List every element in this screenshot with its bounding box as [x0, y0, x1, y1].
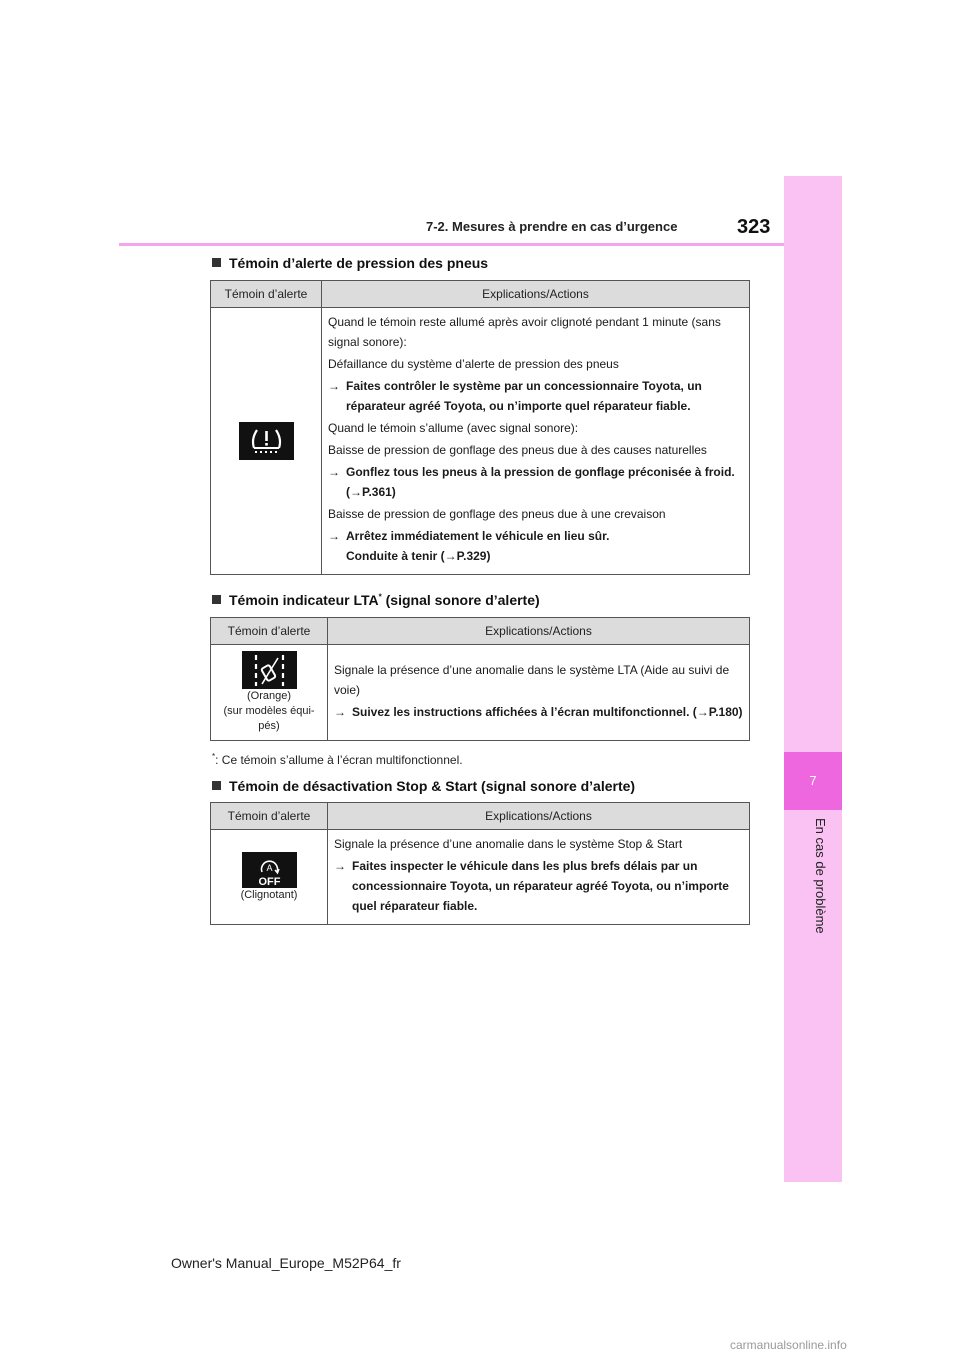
svg-text:OFF: OFF	[258, 875, 280, 888]
chapter-title: En cas de problème	[813, 818, 828, 934]
column-header-explanations: Explications/Actions	[328, 618, 750, 645]
chapter-tab-strip	[784, 176, 842, 1182]
section-heading-lta: Témoin indicateur LTA* (signal sonore d’alerte)	[212, 592, 540, 608]
chapter-number: 7	[809, 773, 817, 788]
table-row	[211, 308, 750, 575]
column-header-warning-light: Témoin d’alerte	[211, 281, 322, 308]
column-header-warning-light: Témoin d’alerte	[211, 618, 328, 645]
lane-departure-icon	[242, 651, 297, 689]
square-bullet-icon	[212, 781, 221, 790]
square-bullet-icon	[212, 258, 221, 267]
header-divider	[119, 243, 784, 246]
arrow-right-icon: →	[328, 529, 340, 543]
header-section-title: 7-2. Mesures à prendre en cas d’urgence	[426, 219, 678, 234]
section-heading-stop-start: Témoin de désactivation Stop & Start (signal sonore d’alerte)	[212, 778, 635, 794]
explanations-cell: Quand le témoin reste allumé après avoir clignoté pendant 1 minute (sans signal sonore): Défaillance du système d’alerte de pression des pneus → Faites contrôler le système par un concessionnaire Toyota, un réparateur agréé Toyota, ou n’importe quel réparateur fiable. Quand le témoin s’allume (avec signal sonore): Baisse de pression de gonflage des pneus due à des causes naturelles → Gonflez tous les pneus à la pression de gonflage préconisée à froid. (→P.361) Baisse de pression de gonflage des pneus due à une crevaison → Arrêtez immédiatement le véhicule en lieu sûr. Conduite à tenir (→P.329)	[322, 308, 750, 575]
arrow-right-icon: →	[328, 465, 340, 479]
watermark: carmanualsonline.info	[730, 1338, 847, 1352]
table-tpms	[210, 280, 750, 575]
column-header-explanations: Explications/Actions	[328, 803, 750, 830]
icon-cell: (Orange) (sur modèles équi-pés)	[211, 645, 328, 741]
explanations-cell: Signale la présence d’une anomalie dans le système Stop & Start → Faites inspecter le véhicule dans les plus brefs délais par un concessionnaire Toyota, un réparateur agréé Toyota, ou n’importe quel réparateur fiable.	[328, 830, 750, 925]
arrow-right-icon: →	[328, 379, 340, 393]
explanations-cell: Signale la présence d’une anomalie dans le système LTA (Aide au suivi de voie) → Suivez les instructions affichées à l’écran multifonctionnel. (→P.180)	[328, 645, 750, 741]
column-header-explanations: Explications/Actions	[322, 281, 750, 308]
svg-text:A: A	[265, 862, 273, 873]
table-stop-start	[210, 802, 750, 925]
arrow-right-icon: →	[334, 859, 346, 873]
table-row	[211, 830, 750, 925]
square-bullet-icon	[212, 595, 221, 604]
footnote: *: Ce témoin s’allume à l’écran multifonctionnel.	[212, 752, 463, 767]
icon-cell: A OFF (Clignotant)	[211, 830, 328, 925]
chapter-number-tab	[784, 752, 842, 810]
icon-cell	[211, 308, 322, 575]
table-lta	[210, 617, 750, 741]
section-heading-tpms: Témoin d’alerte de pression des pneus	[212, 255, 488, 271]
stop-start-off-icon	[242, 852, 297, 888]
tire-pressure-warning-icon	[239, 422, 294, 460]
table-row	[211, 645, 750, 741]
page-number: 323	[737, 216, 771, 238]
arrow-right-icon: →	[334, 704, 346, 719]
footer-manual-id: Owner's Manual_Europe_M52P64_fr	[171, 1255, 401, 1271]
column-header-warning-light: Témoin d’alerte	[211, 803, 328, 830]
